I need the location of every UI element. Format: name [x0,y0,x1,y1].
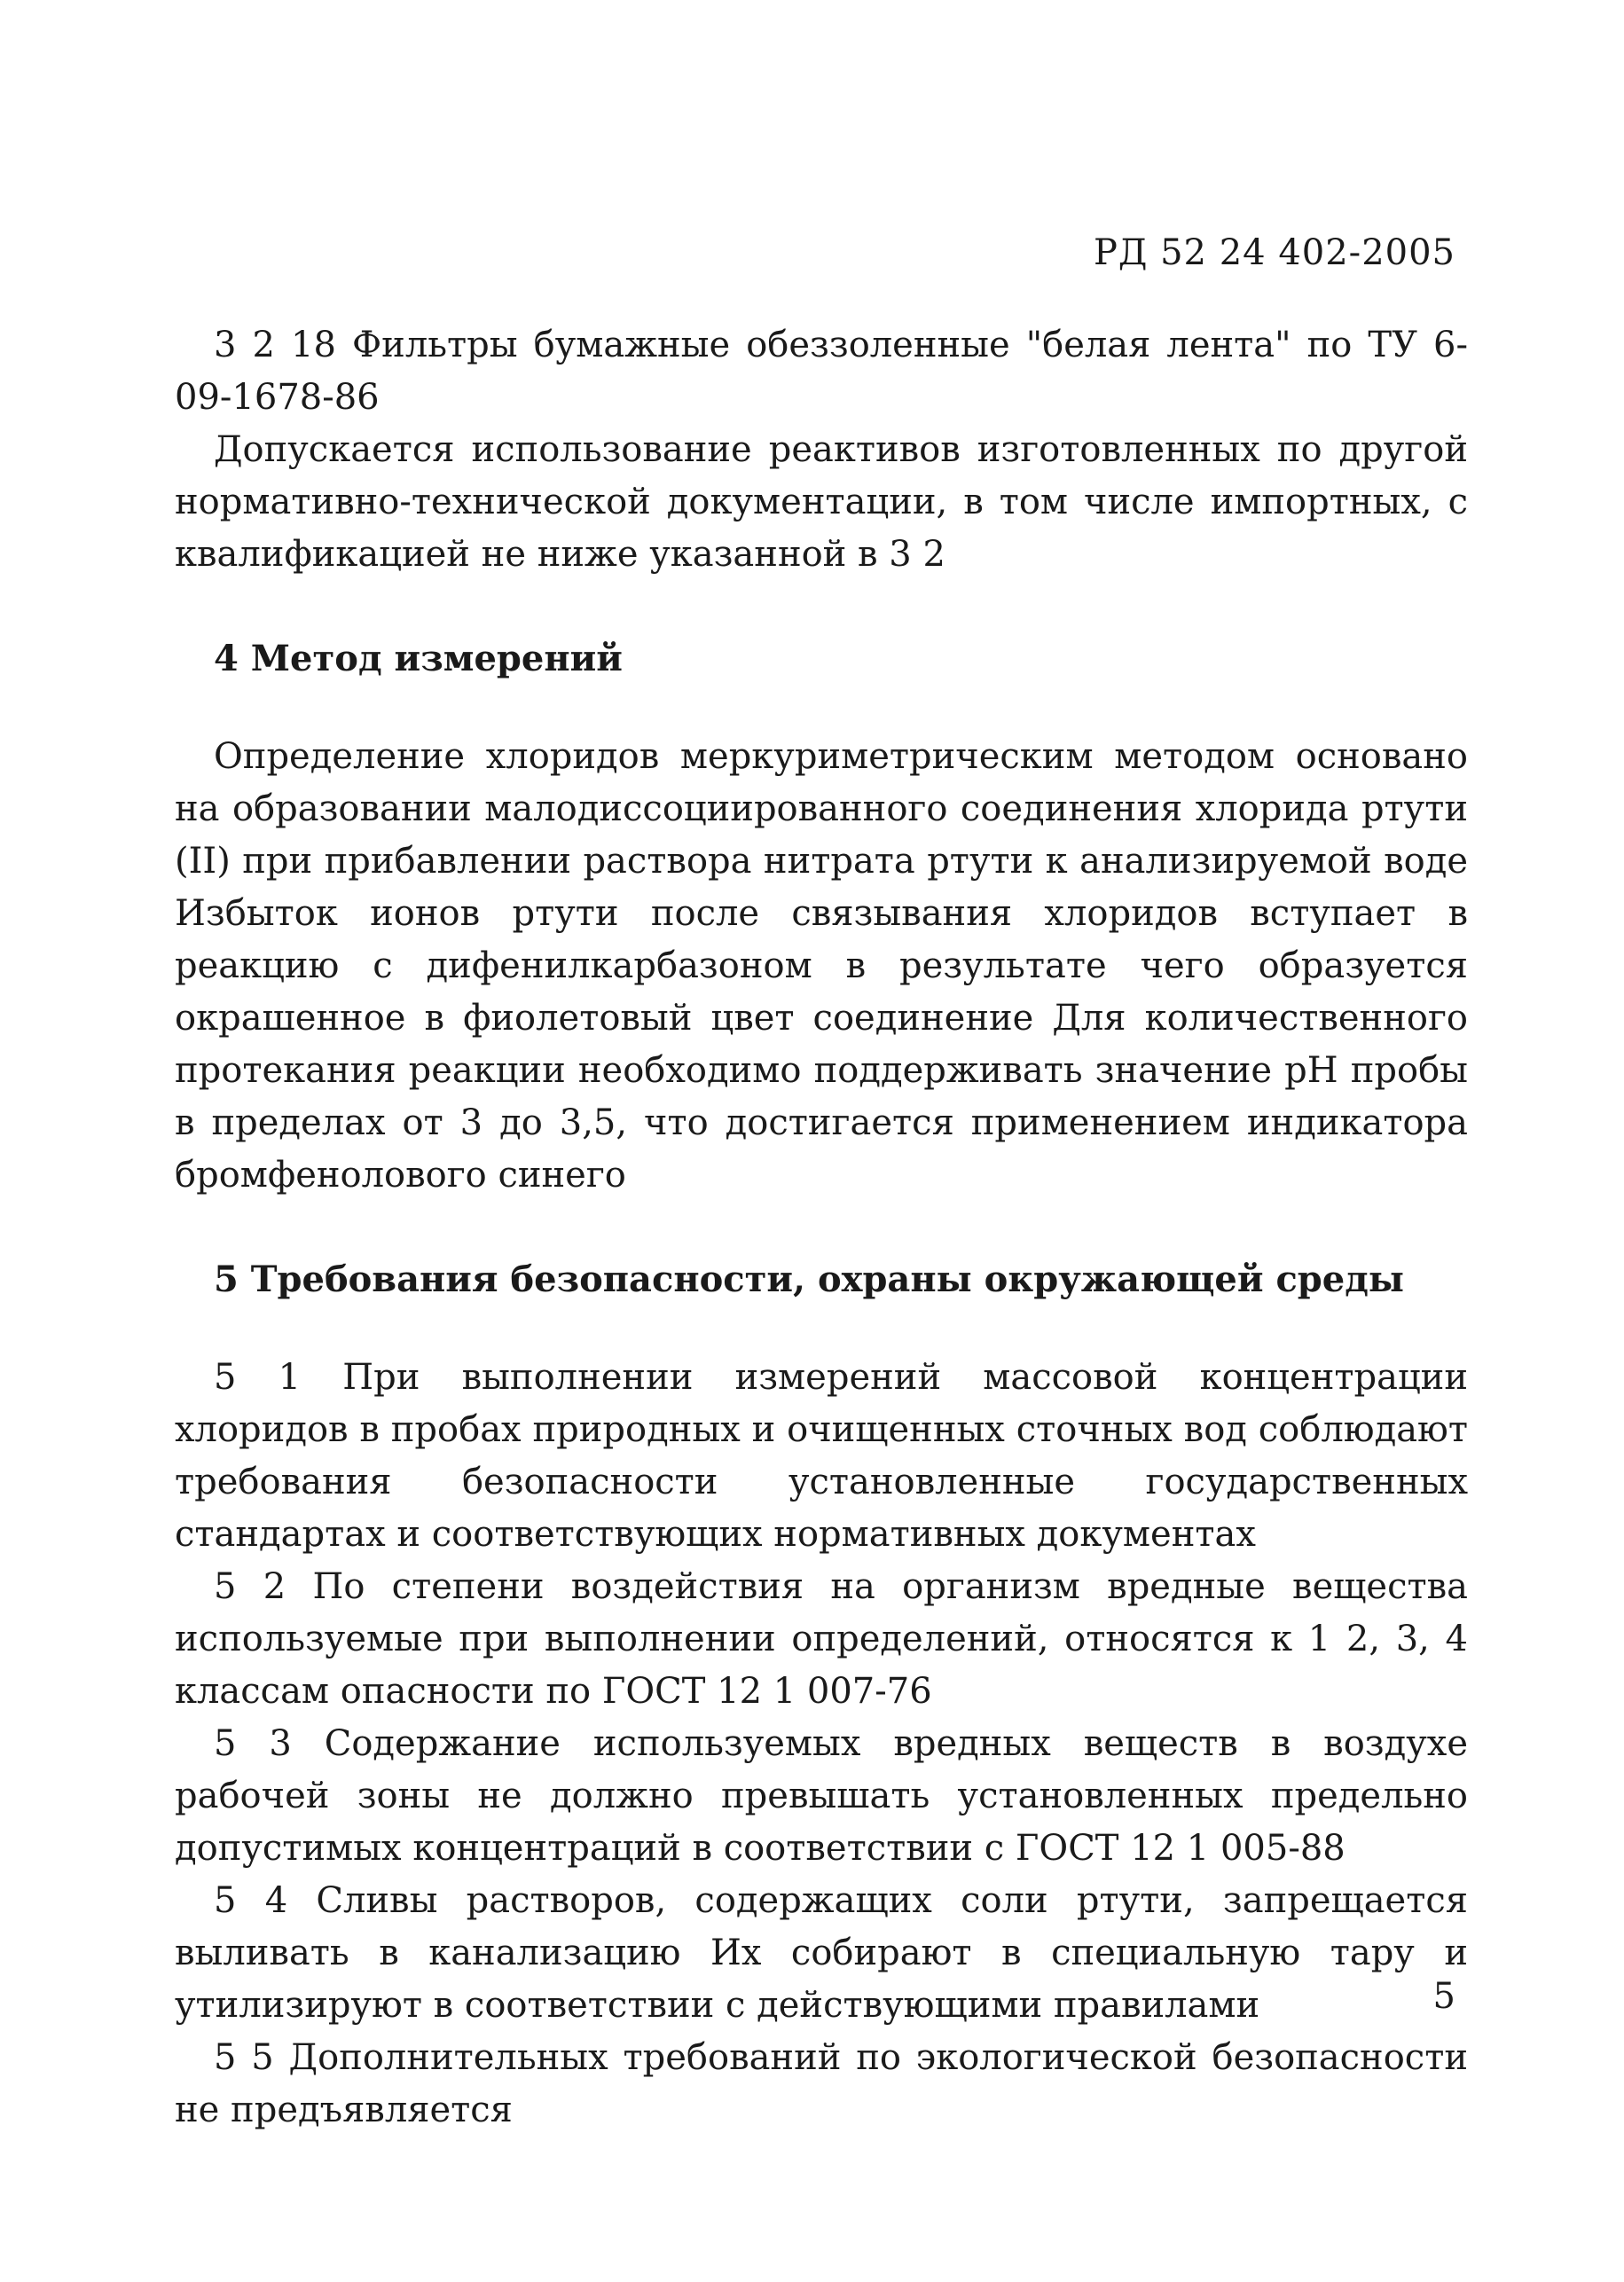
paragraph-5-4: 5 4 Сливы растворов, содержащих соли ртути, запрещается выливать в канализацию Их собирают в специальную тару и утилизируют в соответствии с действующими правилами [175,1880,1468,2026]
section-4-heading: 4 Метод измерений [214,638,623,679]
paragraph-5-5: 5 5 Дополнительных требований по экологической безопасности не предъявляется [175,2037,1468,2130]
section-5-heading: 5 Требования безопасности, охраны окружающей среды [214,1259,1404,1300]
page-number: 5 [1432,1976,1455,2017]
paragraph-method-description: Определение хлоридов меркуриметрическим методом основано на образовании малодиссоциированного соединения хлорида ртути (II) при прибавлении раствора нитрата ртути к анализируемой воде Избыток ионов ртути после связывания хлоридов вступает в реакцию с дифенилкарбазоном в результате чего образуется окрашенное в фиолетовый цвет соединение Для количественного протекания реакции необходимо поддерживать значение pH пробы в пределах от 3 до 3,5, что достигается применением индикатора бромфенолового синего [175,736,1468,1196]
document-code-header: РД 52 24 402-2005 [1093,232,1455,273]
paragraph-3-2-18: 3 2 18 Фильтры бумажные обеззоленные "белая лента" по ТУ 6-09-1678-86 [175,325,1468,418]
paragraph-5-2: 5 2 По степени воздействия на организм вредные вещества используемые при выполнении определений, относятся к 1 2, 3, 4 классам опасности по ГОСТ 12 1 007-76 [175,1566,1468,1712]
paragraph-5-1: 5 1 При выполнении измерений массовой концентрации хлоридов в пробах природных и очищенных сточных вод соблюдают требования безопасности установленные государственных стандартах и соответствующих нормативных документах [175,1357,1468,1555]
page-content [175,319,1468,2137]
paragraph-reagents-note: Допускается использование реактивов изготовленных по другой нормативно-технической документации, в том числе импортных, с квалификацией не ниже указанной в 3 2 [175,429,1468,575]
paragraph-5-3: 5 3 Содержание используемых вредных веществ в воздухе рабочей зоны не должно превышать установленных предельно допустимых концентраций в соответствии с ГОСТ 12 1 005-88 [175,1723,1468,1869]
